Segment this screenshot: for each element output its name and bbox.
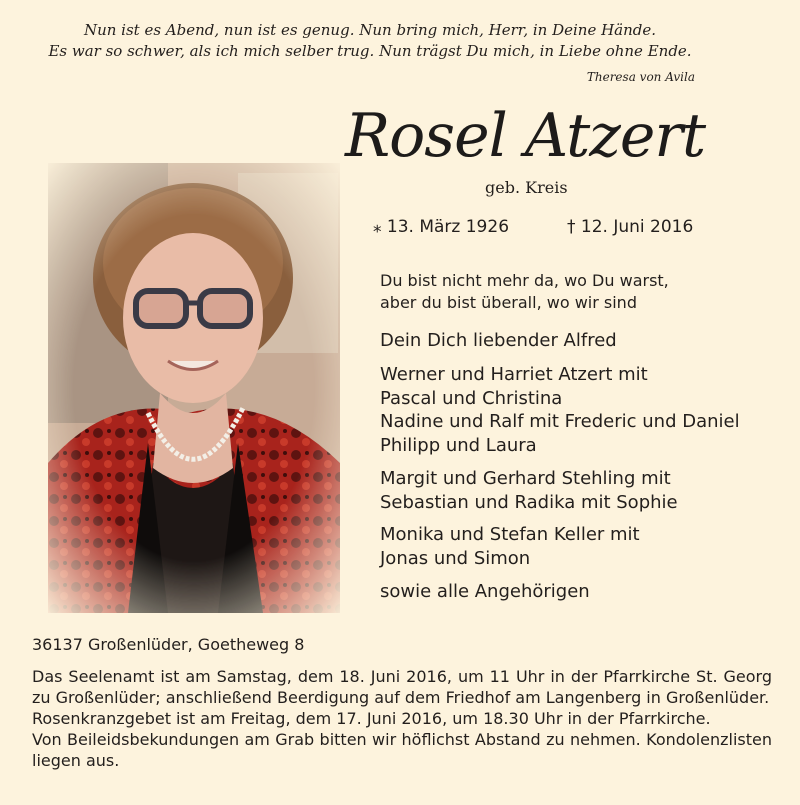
mourner-group-1: [380, 363, 740, 457]
birth-name: geb. Kreis: [485, 178, 568, 197]
quote-author: Theresa von Avila: [586, 70, 695, 84]
portrait-illustration: [48, 163, 340, 613]
mourner-line: Pascal und Christina: [380, 387, 563, 409]
mourner-line: Nadine und Ralf mit Frederic und Daniel: [380, 411, 740, 432]
poem-line-2: aber du bist überall, wo wir sind: [380, 293, 637, 312]
quote-line-1: Nun ist es Abend, nun ist es genug. Nun bring mich, Herr, in Deine Hände.: [83, 21, 657, 39]
mourner-group-3: [380, 523, 640, 570]
mourner-others: sowie alle Angehörigen: [380, 581, 590, 602]
poem: [380, 270, 669, 314]
poem-line-1: Du bist nicht mehr da, wo Du warst,: [380, 271, 669, 290]
mourner-line: Sebastian und Radika mit Sophie: [380, 491, 678, 513]
mourner-line: Margit und Gerhard Stehling mit: [380, 468, 671, 489]
mourner-line: Philipp und Laura: [380, 434, 537, 456]
mourner-line: Werner und Harriet Atzert mit: [380, 364, 648, 385]
funeral-notice: [32, 666, 772, 771]
quote: [40, 20, 700, 62]
notice-paragraph: Rosenkranzgebet ist am Freitag, dem 17. Juni 2016, um 18.30 Uhr in der Pfarrkirche.: [32, 709, 711, 728]
notice-paragraph: Das Seelenamt ist am Samstag, dem 18. Juni 2016, um 11 Uhr in der Pfarrkirche St. Georg zu Großenlüder; anschließend Beerdigung auf dem Friedhof am Langenberg in Großenlüder.: [32, 667, 772, 707]
mourner-group-2: [380, 467, 678, 514]
quote-line-2: Es war so schwer, als ich mich selber trug. Nun trägst Du mich, in Liebe ohne Ende.: [48, 42, 692, 60]
birth-date: ⁎ 13. März 1926: [373, 217, 510, 237]
mourner-line: Monika und Stefan Keller mit: [380, 524, 640, 545]
deceased-name: Rosel Atzert: [345, 101, 706, 171]
notice-paragraph: Von Beileidsbekundungen am Grab bitten wir höflichst Abstand zu nehmen. Kondolenzlisten liegen aus.: [32, 730, 772, 770]
mourner-spouse: Dein Dich liebender Alfred: [380, 330, 617, 351]
address: 36137 Großenlüder, Goetheweg 8: [32, 635, 305, 654]
mourner-line: Jonas und Simon: [380, 547, 531, 569]
portrait-photo: [48, 163, 340, 613]
death-date: † 12. Juni 2016: [567, 217, 694, 237]
